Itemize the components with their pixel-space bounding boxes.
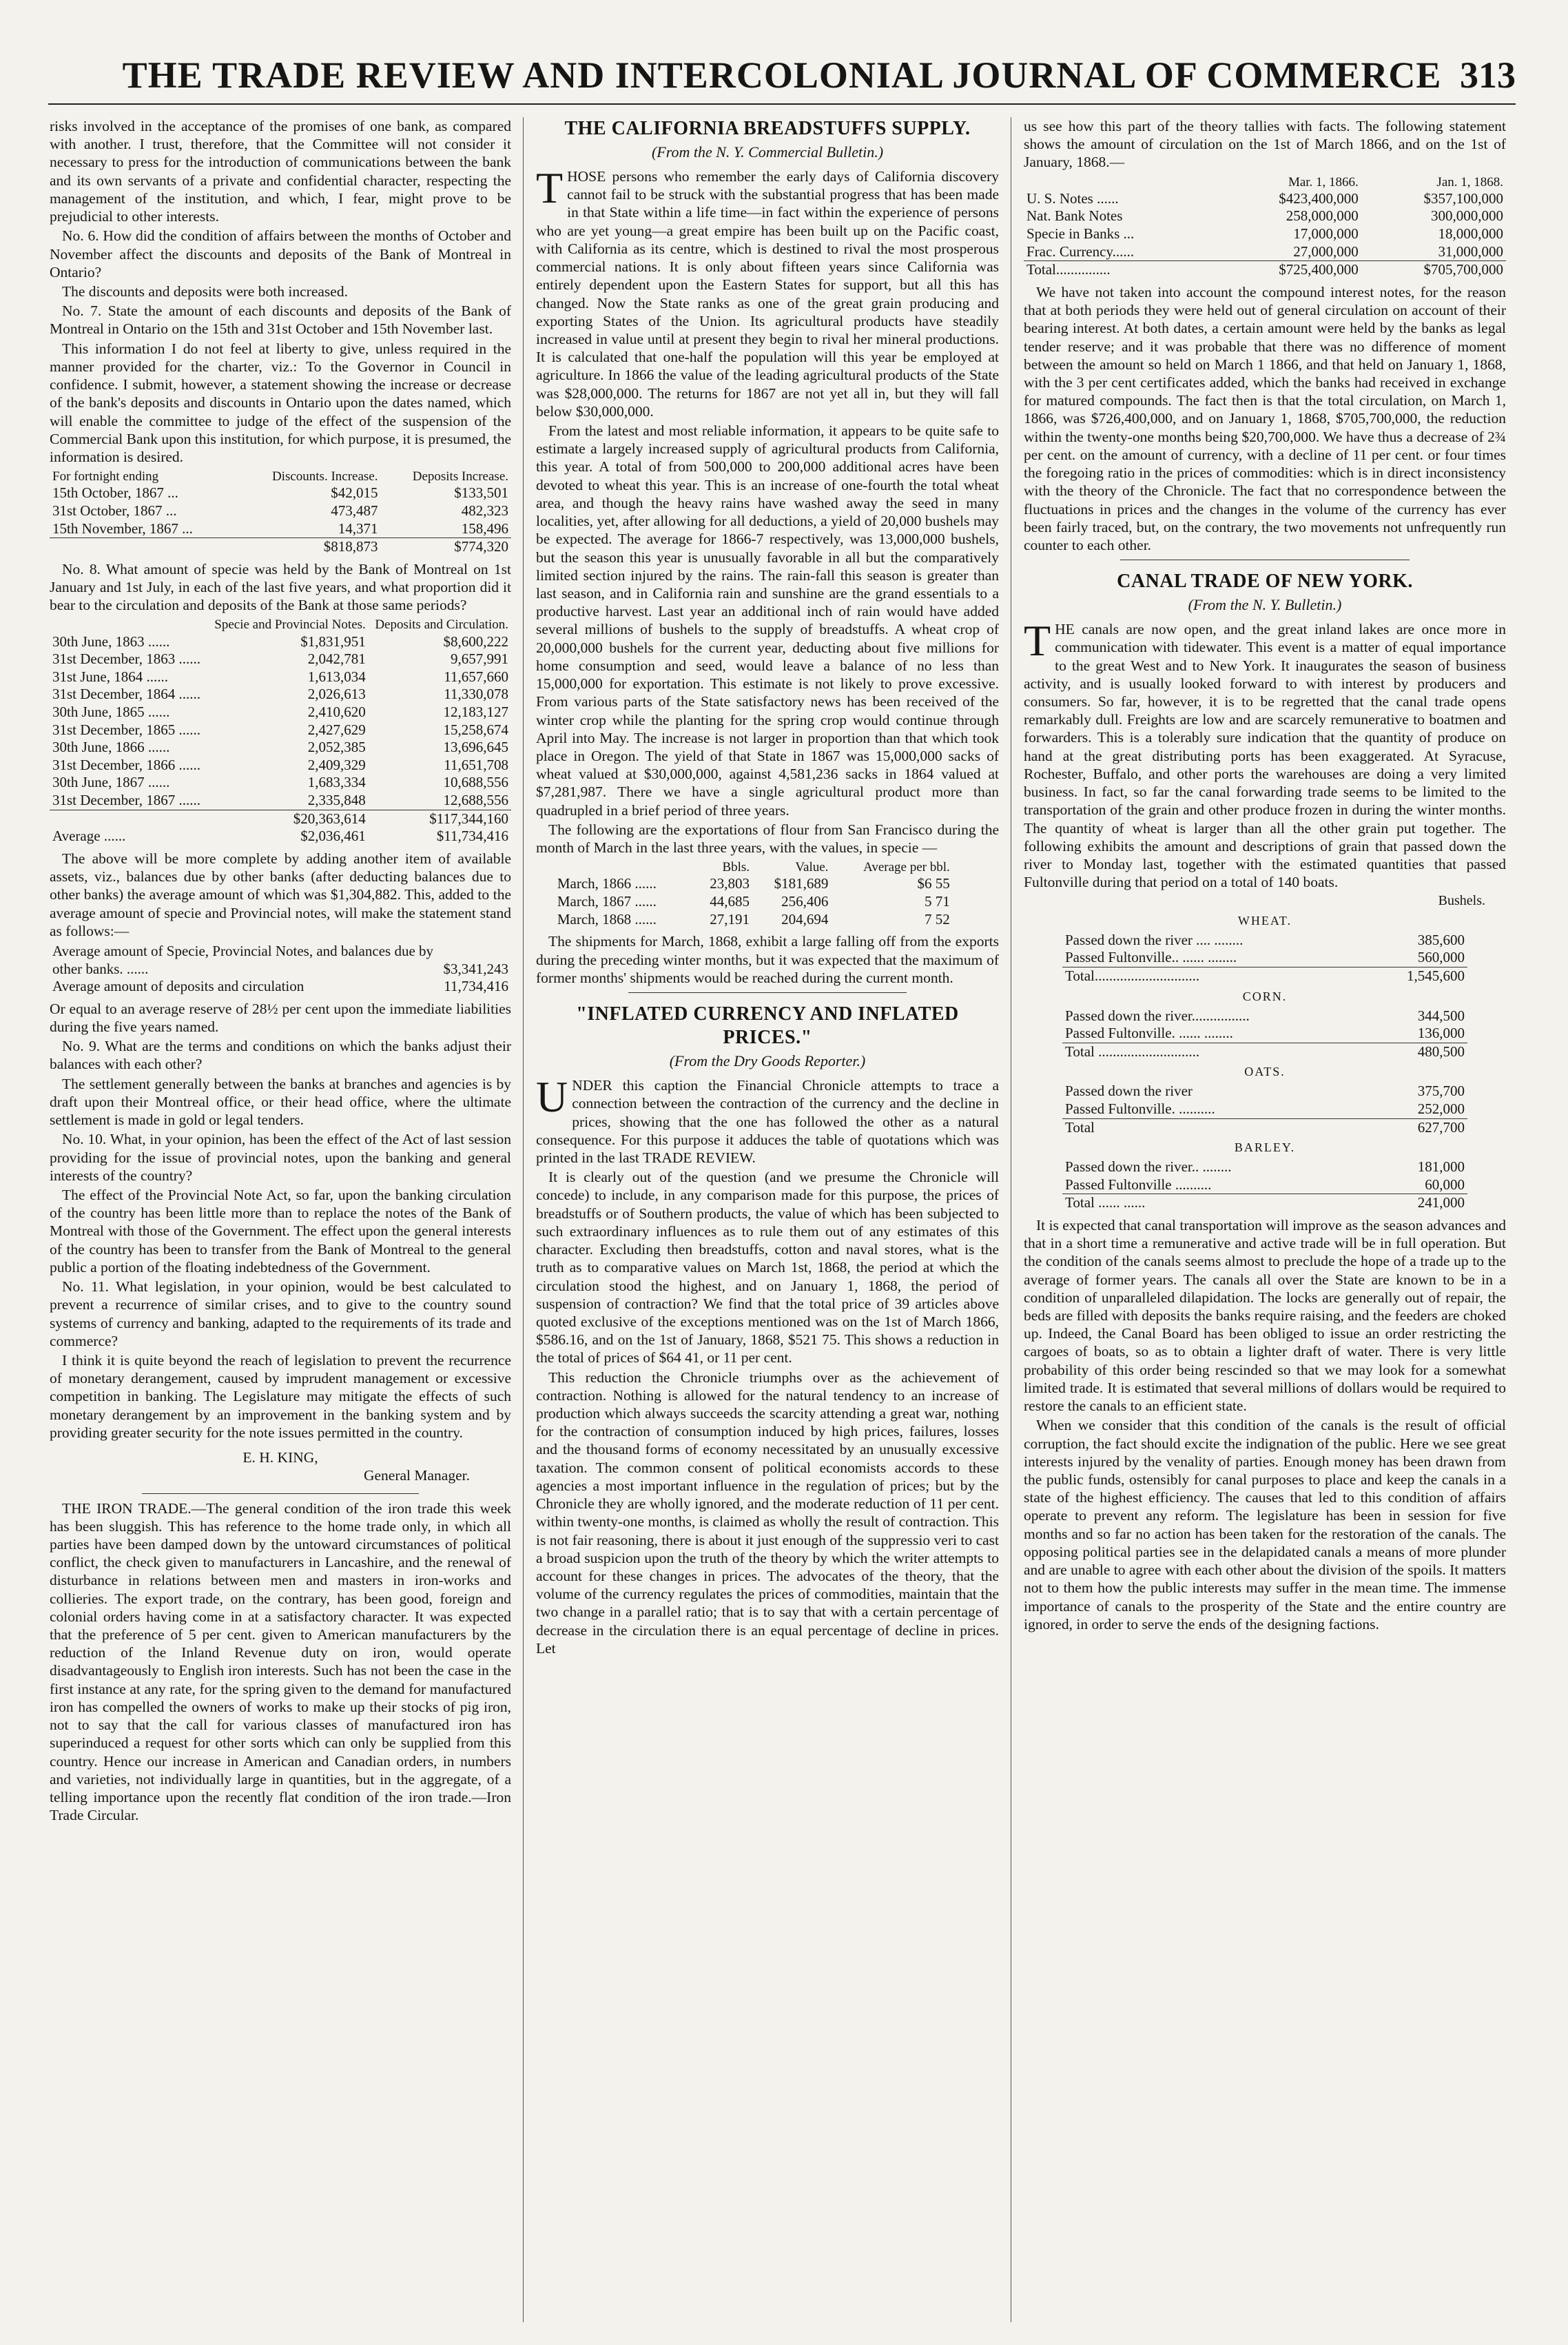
table-row xyxy=(50,721,511,739)
cell: 10,688,556 xyxy=(443,774,508,791)
section-rule xyxy=(142,1493,419,1494)
paragraph: The following are the exportations of flour from San Francisco during the month of March in the last three years, with the values, in specie — xyxy=(536,821,999,857)
table-header: For fortnight ending xyxy=(52,469,159,484)
cell: 14,371 xyxy=(338,520,378,537)
cell: $6 55 xyxy=(917,875,950,892)
table-row xyxy=(50,704,511,721)
answer: The discounts and deposits were both increased. xyxy=(62,283,348,300)
table-row xyxy=(1024,190,1506,208)
cell: 480,500 xyxy=(1380,1043,1467,1061)
table-row xyxy=(1062,949,1467,967)
grain-table xyxy=(1062,1007,1467,1061)
paragraph: When we consider that this condition of the canals is the result of official corruption, the fact should excite the indignation of the public. Here we see great interests injured by the venality of parties. Enough money has been drawn from the public funds, ostensibly for canal purposes to place and keep the canals in a state of the highest efficiency. The causes that led to this condition of affairs operate to prevent any reform. The legislature has been in session for five months and so far no action has been taken for the restoration of the canals. The opposing political parties see in the delapidated canals a means of more plunder and are unable to agree with each other about the division of the spoils. It matters not to them how the public interests may suffer in the mean time. The immense importance of canals to the prosperity of the State and the entire country are ignored, in order to serve the ends of the designing factions. xyxy=(1024,1417,1506,1632)
article-heading: "INFLATED CURRENCY AND INFLATED PRICES." xyxy=(576,1003,959,1049)
table-row xyxy=(1062,932,1467,950)
cell: Nat. Bank Notes xyxy=(1027,207,1123,225)
specie-table xyxy=(50,617,511,845)
question: No. 6. How did the condition of affairs between the months of October and November affect the discounts and deposits of the Bank of Montreal in Ontario? xyxy=(50,227,511,280)
cell: March, 1866 ...... xyxy=(557,875,657,892)
cell: Passed down the river................ xyxy=(1065,1007,1250,1024)
question: No. 7. State the amount of each discounts and deposits of the Bank of Montreal in Ontario on the 15th and 31st October and 15th November last. xyxy=(50,303,511,338)
cell: 13,696,645 xyxy=(443,739,508,756)
table-row xyxy=(1024,243,1506,261)
cell: Passed down the river xyxy=(1065,1083,1193,1100)
table-row xyxy=(555,875,953,893)
cell: 18,000,000 xyxy=(1438,225,1503,243)
table-header: Deposits Increase. xyxy=(412,469,508,484)
cell: 30th June, 1866 ...... xyxy=(52,739,170,756)
question: No. 11. What legislation, in your opinion, would be best calculated to prevent a recurrence of similar crises, and to give to the country sound systems of currency and banking, adapted to the requirements of its trade and commerce? xyxy=(50,1278,511,1349)
table-row xyxy=(555,911,953,929)
answer: The effect of the Provincial Note Act, so far, upon the banking circulation of the country has been little more than to replace the notes of the Bank of Montreal with those of the Government. The effect upon the general interests of the country has been to transfer from the Bank of Montreal to the general public a portion of the floating indebtedness of the Government. xyxy=(50,1187,511,1276)
table-row xyxy=(1062,1176,1467,1194)
cell: 1,613,034 xyxy=(307,668,366,685)
cell: 31st June, 1864 ...... xyxy=(52,668,168,685)
grain-heading: WHEAT. xyxy=(1237,913,1292,928)
table-header xyxy=(1024,174,1217,190)
table-row xyxy=(50,943,511,978)
flour-exports-table xyxy=(555,859,953,928)
cell: 17,000,000 xyxy=(1293,225,1359,243)
question: No. 10. What, in your opinion, has been the effect of the Act of last session providing for the issue of provincial notes, upon the banking and general interests of the country? xyxy=(50,1131,511,1184)
average-reserve-table xyxy=(50,943,511,996)
table-total-row xyxy=(1062,1194,1467,1212)
iron-trade-paragraph: THE IRON TRADE.—The general condition of the iron trade this week has been sluggish. This has reference to the home trade only, in which all parties have been damped down by the untoward circumstances of political conflict, the check given to manufacturers in Lancashire, and the renewal of disturbance in relations between men and masters in iron-works and collieries. The export trade, on the contrary, has been good, foreign and colonial orders having come in at a satisfactory character. It was expected that the preference of 5 per cent. given to American manufacturers by the reduction of the Inland Revenue duty on iron, would operate disadvantageously to English iron interests. Such has not been the case in the first instance at any rate, for the spring given to the demand for manufactured iron has compelled the owners of works to make up their stocks of pig iron, not to say that the call for various classes of manufactured iron has superinduced a request for other sorts which can only be supplied from this country. Hence our increase in American and Canadian orders, in numbers and varieties, not individually large in quantities, but in the aggregate, of a telling importance upon the recently flat condition of the iron trade.—Iron Trade Circular. xyxy=(50,1499,511,1824)
table-row xyxy=(50,739,511,757)
cell: 2,042,781 xyxy=(307,651,366,668)
table-row xyxy=(50,651,511,668)
cell: 31,000,000 xyxy=(1438,243,1503,260)
cell: 11,651,708 xyxy=(444,756,508,773)
cell: 385,600 xyxy=(1417,931,1465,948)
grain-table xyxy=(1062,932,1467,985)
table-row xyxy=(1062,1007,1467,1025)
cell: 300,000,000 xyxy=(1431,207,1503,225)
cell: 7 52 xyxy=(925,910,950,928)
paragraph: us see how this part of the theory tallies with facts. The following statement shows the amount of circulation on the 1st of March 1866, and on the 1st of January, 1868.— xyxy=(1024,118,1506,171)
table-header: Deposits and Circulation. xyxy=(375,617,508,633)
discounts-deposits-table xyxy=(50,469,511,556)
cell: 60,000 xyxy=(1425,1176,1465,1193)
cell: U. S. Notes ...... xyxy=(1027,190,1119,207)
grain-section-oats xyxy=(1024,1065,1506,1136)
cell: 31st December, 1864 ...... xyxy=(52,686,200,703)
cell: Passed Fultonville.. ...... ........ xyxy=(1065,949,1237,966)
cell xyxy=(50,538,238,556)
cell: 2,409,329 xyxy=(307,756,366,773)
table-total-row xyxy=(1062,967,1467,985)
paragraph: It is clearly out of the question (and we presume the Chronicle will concede) to include, in any comparison made for this purpose, the prices of breadstuffs or of Southern products, the value of which has been subjected to such extraordinary influences as to rule them out of any estimates of this character. Excluding then breadstuffs, cotton and naval stores, what is the truth as to comparative values on March 1st, 1868, the period at which the circulation stood the highest, and on January 1, 1868, the period of suspension of contraction? We find that the total price of 39 articles above quoted exclusive of the exceptions mentioned was on the 1st of March 1866, $586.16, and on the 1st of January, 1868, $521 75. This shows a reduction in the total of prices of $64 41, or 11 per cent. xyxy=(536,1169,999,1366)
table-row xyxy=(50,978,511,996)
table-total-row xyxy=(1024,261,1506,279)
grain-section-wheat xyxy=(1024,914,1506,985)
paragraph: The above will be more complete by adding another item of available assets, viz., balances due by other banks (after deducting balances due to other banks) the average amount of which was $1,304,882. This, added to the average amount of specie and Provincial notes, will make the statement stand as follows:— xyxy=(50,850,511,939)
table-row xyxy=(50,633,511,651)
table-total-row xyxy=(1062,1043,1467,1061)
cell: 1,683,334 xyxy=(307,774,366,791)
cell: Passed Fultonville. ...... ........ xyxy=(1065,1025,1233,1042)
table-header: Jan. 1, 1868. xyxy=(1436,174,1503,190)
cell: 204,694 xyxy=(781,910,829,928)
paragraph: From the latest and most reliable information, it appears to be quite safe to estimate a largely increased supply of agricultural products from California, this year. A total of from 500,000 to 200,000 additional acres have been devoted to wheat this year. This is an increase of one-fourth the total wheat area, and though the heavy rains have washed away the seed in many localities, yet, after allowing for all deductions, a yield of 20,000 bushels may be expected. The average for 1866-7 respectively, was 13,000,000 bushels, but the season this year is unusually favorable in all but the comparatively limited section injured by the rains. The rain-fall this season is greater than last season, and in California rain and sunshine are the grand essentials to a productive harvest. Last year an additional inch of rain would have added several millions of bushels to the supply of breadstuffs. A wheat crop of 20,000,000 bushels for the current year, deducting about five millions for home consumption and seed, would leave a balance of no less than 15,000,000 for exportation. This estimate is not likely to prove excessive. From various parts of the State satisfactory news has been received of the winter crop while the planting for the spring crop would continue through April into May. The increase is not larger in proportion than that which took place in Oregon. The yield of that State in 1867 was 15,000,000 sacks of wheat valued at $30,000,000, against 4,581,236 sacks in 1864 valued at $7,281,987. There we have a single agricultural product more than quadrupled in a brief period of three years. xyxy=(536,422,999,819)
cell: $774,320 xyxy=(380,538,511,556)
table-total-row xyxy=(1062,1118,1467,1136)
paragraph: Or equal to an average reserve of 28½ per cent upon the immediate liabilities during the five years named. xyxy=(50,1000,511,1036)
cell: 30th June, 1863 ...... xyxy=(52,633,170,650)
cell: $3,341,243 xyxy=(443,960,508,977)
table-header xyxy=(555,859,692,875)
grain-heading: OATS. xyxy=(1244,1065,1286,1079)
cell: Total............................. xyxy=(1062,967,1363,985)
cell: $818,873 xyxy=(238,538,381,556)
cell: 31st December, 1867 ...... xyxy=(52,792,200,809)
column-divider xyxy=(523,117,524,2322)
table-total-row xyxy=(50,810,511,828)
cell: 158,496 xyxy=(461,520,508,537)
cell: 136,000 xyxy=(1417,1025,1465,1042)
table-header: Bbls. xyxy=(722,860,750,875)
cell: $133,501 xyxy=(454,484,508,502)
cell: March, 1868 ...... xyxy=(557,910,657,928)
bushels-label: Bushels. xyxy=(1438,893,1485,909)
cell: 11,657,660 xyxy=(444,668,508,685)
paragraph: risks involved in the acceptance of the promises of one bank, as compared with another. I trust, therefore, that the Committee will not consider it necessary to press for the introduction of communications between the bank and its own servants of a private and confidential character, respecting the management of the institution, and which, I fear, might prove to be prejudicial to other interests. xyxy=(50,118,511,225)
cell: 2,427,629 xyxy=(307,721,366,738)
table-row xyxy=(50,774,511,792)
article-source: (From the N. Y. Bulletin.) xyxy=(1188,596,1342,614)
cell: Total............... xyxy=(1024,261,1217,279)
table-row xyxy=(50,502,511,520)
cell: $705,700,000 xyxy=(1361,261,1506,279)
table-total-row xyxy=(50,538,511,556)
cell: 9,657,991 xyxy=(451,651,508,668)
article-source: (From the Dry Goods Reporter.) xyxy=(669,1052,866,1070)
grain-table xyxy=(1062,1083,1467,1136)
cell: 256,406 xyxy=(781,893,829,910)
table-header: Mar. 1, 1866. xyxy=(1288,174,1359,190)
cell: 560,000 xyxy=(1417,949,1465,966)
paragraph: We have not taken into account the compound interest notes, for the reason that at both periods they were held out of general circulation on account of their bearing interest. At both dates, a certain amount were held by the banks as legal tender reserve; and it was probable that there was no difference of moment between the amount so held on March 1 1866, and that held on January 1, 1868, with the 3 per cent certificates added, which the banks had received in exchange for matured compounds. The fact then is that the total circulation, on March 1, 1866, was $726,400,000, and on January 1, 1868, $705,700,000, the reduction within the twenty-one months being $20,700,000. We have thus a decrease of 2¾ per cent. on the amount of currency, with a decline of 11 per cent. or four times the foregoing ratio in the prices of commodities: which is in direct inconsistency with the theory of the Chronicle. The fact that no correspondence between the fluctuations in prices and the changes in the volume of the currency has ever been fairly traced, but, on the contrary, the two movements not unfrequently run counter to each other. xyxy=(1024,283,1506,553)
cell: 482,323 xyxy=(461,502,508,519)
cell: 23,803 xyxy=(710,875,750,892)
cell: 2,410,620 xyxy=(307,704,366,721)
cell: $42,015 xyxy=(331,484,378,502)
cell: $357,100,000 xyxy=(1423,190,1503,207)
cell: Passed down the river.. ........ xyxy=(1065,1158,1232,1176)
cell: 11,734,416 xyxy=(444,978,508,995)
cell: 11,330,078 xyxy=(444,686,508,703)
paragraph: This reduction the Chronicle triumphs over as the achievement of contraction. Nothing is allowed for the natural tendency to an increase of production which always succeeds the scarcity attending a great war, nothing for the contraction of consumption induced by high prices, failures, losses and the thousand forms of economy necessitated by an unusually excessive taxation. The common consent of political economists accords to these agencies a most important influence in the regulation of prices; but by the Chronicle they are wholly ignored, and the moderate reduction of 11 per cent. within twenty-one months, is claimed as wholly the result of contraction. This is not fair reasoning, there is about it just enough of the suppressio veri to cast a broad suspicion upon the truth of the theory by which the writer attempts to account for these changes in prices. The advocates of the theory, that the volume of the currency regulates the prices of commodities, maintain that the two change in a parallel ratio; that is to say that with a certain percentage of decrease in the circulation there is an equal percentage of decline in prices. Let xyxy=(536,1369,999,1657)
question: No. 8. What amount of specie was held by the Bank of Montreal on 1st January and 1st July, in each of the last five years, and what proportion did it bear to the circulation and deposits of the Bank at those same periods? xyxy=(50,560,511,614)
cell: 5 71 xyxy=(925,893,950,910)
cell: $20,363,614 xyxy=(207,810,369,828)
cell: 344,500 xyxy=(1417,1007,1465,1024)
table-average-row xyxy=(50,828,511,846)
cell: Average amount of deposits and circulation xyxy=(52,978,305,995)
table-row xyxy=(50,686,511,704)
cell: 473,487 xyxy=(331,502,378,519)
journal-title: THE TRADE REVIEW AND INTERCOLONIAL JOURNAL OF COMMERCE xyxy=(122,54,1442,96)
column-2 xyxy=(536,117,999,2322)
cell: 241,000 xyxy=(1372,1194,1467,1212)
cell: Average ...... xyxy=(52,828,126,845)
cell: 375,700 xyxy=(1417,1083,1465,1100)
cell: 1,545,600 xyxy=(1363,967,1467,985)
grain-table xyxy=(1062,1158,1467,1212)
grain-section-corn xyxy=(1024,990,1506,1061)
answer: I think it is quite beyond the reach of legislation to prevent the recurrence of monetary derangement, caused by imprudent management or excessive competition in banking. The Legislature may mitigate the effects of such monetary derangement by an improvement in the banking system and by providing greater security for the note issues permitted in the country. xyxy=(50,1351,511,1441)
column-3 xyxy=(1024,117,1506,2322)
cell: March, 1867 ...... xyxy=(557,893,657,910)
cell: Specie in Banks ... xyxy=(1027,225,1135,243)
cell: 30th June, 1867 ...... xyxy=(52,774,170,791)
article-heading: CANAL TRADE OF NEW YORK. xyxy=(1117,571,1413,593)
cell: $8,600,222 xyxy=(443,633,508,650)
grain-heading: BARLEY. xyxy=(1234,1140,1296,1155)
masthead-rule xyxy=(48,103,1516,105)
signature-title: General Manager. xyxy=(363,1467,470,1484)
cell: 31st December, 1866 ...... xyxy=(52,756,200,773)
paragraph: THOSE persons who remember the early days of California discovery cannot fail to be struck with the substantial progress that has been made in that State within a life time—in fact within the experience of persons who are yet young—a great empire has been built up on the Pacific coast, with California as its centre, which is destined to rival the most prosperous commercial nations. It is only about fifteen years since California was entirely dependent upon the Eastern States for support, but all this has changed. Now the State ranks as one of the great grain producing and exporting States of the Union. Its agricultural products have steadily increased in value until at present they begin to rival her mineral productions. It is calculated that one-half the population will this year be employed at agriculture. In 1866 the value of the leading agricultural products of the State was $28,000,000. The returns for 1867 are not yet all in, but they will fall below $30,000,000. xyxy=(536,163,999,420)
question: No. 9. What are the terms and conditions on which the banks adjust their balances with each other? xyxy=(50,1038,511,1073)
cell: 12,688,556 xyxy=(443,792,508,809)
cell: $117,344,160 xyxy=(369,810,511,828)
cell: Frac. Currency...... xyxy=(1027,243,1135,260)
cell: $2,036,461 xyxy=(300,828,366,845)
cell: $725,400,000 xyxy=(1217,261,1361,279)
table-row xyxy=(50,792,511,810)
table-header xyxy=(50,617,207,633)
cell: 31st December, 1863 ...... xyxy=(52,651,200,668)
cell: 252,000 xyxy=(1417,1100,1465,1117)
table-row xyxy=(50,668,511,686)
cell: 258,000,000 xyxy=(1286,207,1359,225)
cell: $423,400,000 xyxy=(1279,190,1359,207)
cell xyxy=(50,810,207,828)
article-heading: THE CALIFORNIA BREADSTUFFS SUPPLY. xyxy=(564,118,971,139)
table-row xyxy=(555,893,953,911)
cell: Total ............................ xyxy=(1062,1043,1380,1061)
answer: This information I do not feel at liberty to give, unless required in the manner provided for the charter, viz.: To the Governor in Council in confidence. I submit, however, a statement showing the increase or decrease of the bank's deposits and discounts in Ontario upon the dates named, which will enable the committee to judge of the effect of the suspension of the Commercial Bank upon this institution, for which purpose, it is presumed, the information is desired. xyxy=(50,340,511,465)
cell: 31st December, 1865 ...... xyxy=(52,721,200,738)
paragraph: The shipments for March, 1868, exhibit a large falling off from the exports during the preceding winter months, but it was expected that the maximum of former months' shipments would be reached during the current month. xyxy=(536,933,999,986)
cell: Total ...... ...... xyxy=(1062,1194,1372,1212)
grain-section-barley xyxy=(1024,1140,1506,1212)
cell: $181,689 xyxy=(774,875,829,892)
paragraph: THE canals are now open, and the great inland lakes are once more in communication with tidewater. This event is a matter of equal importance to the great West and to New York. It inaugurates the season of business activity, and is usually looked forward to with interest by producers and consumers. So far, however, it is to be regretted that the canal trade opens remarkably dull. Freights are low and are scarcely remunerative to boatmen and forwarders. This is a tolerably sure indication that the quantity of produce on hand at the great distributing ports has been exaggerated. At Syracuse, Rochester, Buffalo, and other ports the warehouses are doing a very limited business. In fact, so far the canal forwarding trade seems to be limited to the transportation of the grain and other produce frozen in during the winter months. The quantity of wheat is larger than all the other grain put together. The following exhibits the amount and descriptions of grain that passed down the river to Monday last, together with the estimated quantities that passed Fultonville during that period on a total of 140 boats. xyxy=(1024,616,1506,891)
grain-heading: CORN. xyxy=(1242,989,1288,1003)
table-row xyxy=(1062,1025,1467,1043)
table-header: Specie and Provincial Notes. xyxy=(214,617,366,633)
table-row xyxy=(1062,1158,1467,1176)
answer: The settlement generally between the banks at branches and agencies is by draft upon their Montreal office, or their head office, where the ultimate settlement is made in gold or legal tenders. xyxy=(50,1075,511,1129)
cell: 27,191 xyxy=(710,910,750,928)
cell: 2,052,385 xyxy=(307,739,366,756)
cell: 30th June, 1865 ...... xyxy=(52,704,170,721)
page-number: 313 xyxy=(1460,54,1516,96)
cell: Passed Fultonville .......... xyxy=(1065,1176,1212,1193)
cell: 15,258,674 xyxy=(443,721,508,738)
cell: Average amount of Specie, Provincial Notes, and balances due by other banks. ...... xyxy=(52,943,434,977)
cell: $11,734,416 xyxy=(436,828,508,845)
cell: 15th October, 1867 ... xyxy=(52,484,178,502)
table-row xyxy=(1024,207,1506,225)
paragraph: It is expected that canal transportation will improve as the season advances and that in a short time a remunerative and active trade will be in full operation. But the condition of the canals seems almost to preclude the hope of a trade up to the average of former years. The canals all over the State are known to be in a condition of unparalleled dilapidation. The locks are generally out of repair, the beds are filled with deposits the banks require raising, and the feeders are choked up. Indeed, the Canal Board has been obliged to issue an order restricting the cargoes of boats, so as to obtain a lighter draft of water. There is very little probability of this order being rescinded so that we may look for a somewhat limited trade. It is estimated that several millions of dollars would be required to restore the canals to an efficient state. xyxy=(1024,1216,1506,1415)
cell: Passed down the river .... ........ xyxy=(1065,931,1244,948)
table-row xyxy=(50,520,511,538)
cell: 2,335,848 xyxy=(307,792,366,809)
table-header: Value. xyxy=(795,860,829,875)
column-1 xyxy=(50,117,511,2322)
article-source: (From the N. Y. Commercial Bulletin.) xyxy=(651,143,884,161)
table-row xyxy=(1062,1100,1467,1118)
cell: Total xyxy=(1062,1118,1365,1136)
cell: 2,026,613 xyxy=(307,686,366,703)
table-row xyxy=(1062,1083,1467,1100)
cell: 31st October, 1867 ... xyxy=(52,502,177,519)
signature-name: E. H. KING, xyxy=(243,1449,318,1466)
cell: $1,831,951 xyxy=(300,633,366,650)
cell: 12,183,127 xyxy=(443,704,508,721)
circulation-table xyxy=(1024,174,1506,279)
table-row xyxy=(50,484,511,502)
cell: 181,000 xyxy=(1417,1158,1465,1176)
cell: 627,700 xyxy=(1365,1118,1467,1136)
table-header: Average per bbl. xyxy=(863,860,950,875)
paragraph: UNDER this caption the Financial Chronicle attempts to trace a connection between the contraction of the currency and the decline in prices, showing that the one has followed the other as a natural consequence. For this purpose it adduces the table of quotations which was printed in the last TRADE REVIEW. xyxy=(536,1072,999,1166)
table-row xyxy=(1024,225,1506,243)
section-rule xyxy=(628,992,906,993)
table-header: Discounts. Increase. xyxy=(271,469,378,484)
table-row xyxy=(50,757,511,775)
cell: 15th November, 1867 ... xyxy=(52,520,193,537)
cell: Passed Fultonville. .......... xyxy=(1065,1100,1215,1117)
cell: 44,685 xyxy=(710,893,750,910)
cell: 27,000,000 xyxy=(1293,243,1359,260)
